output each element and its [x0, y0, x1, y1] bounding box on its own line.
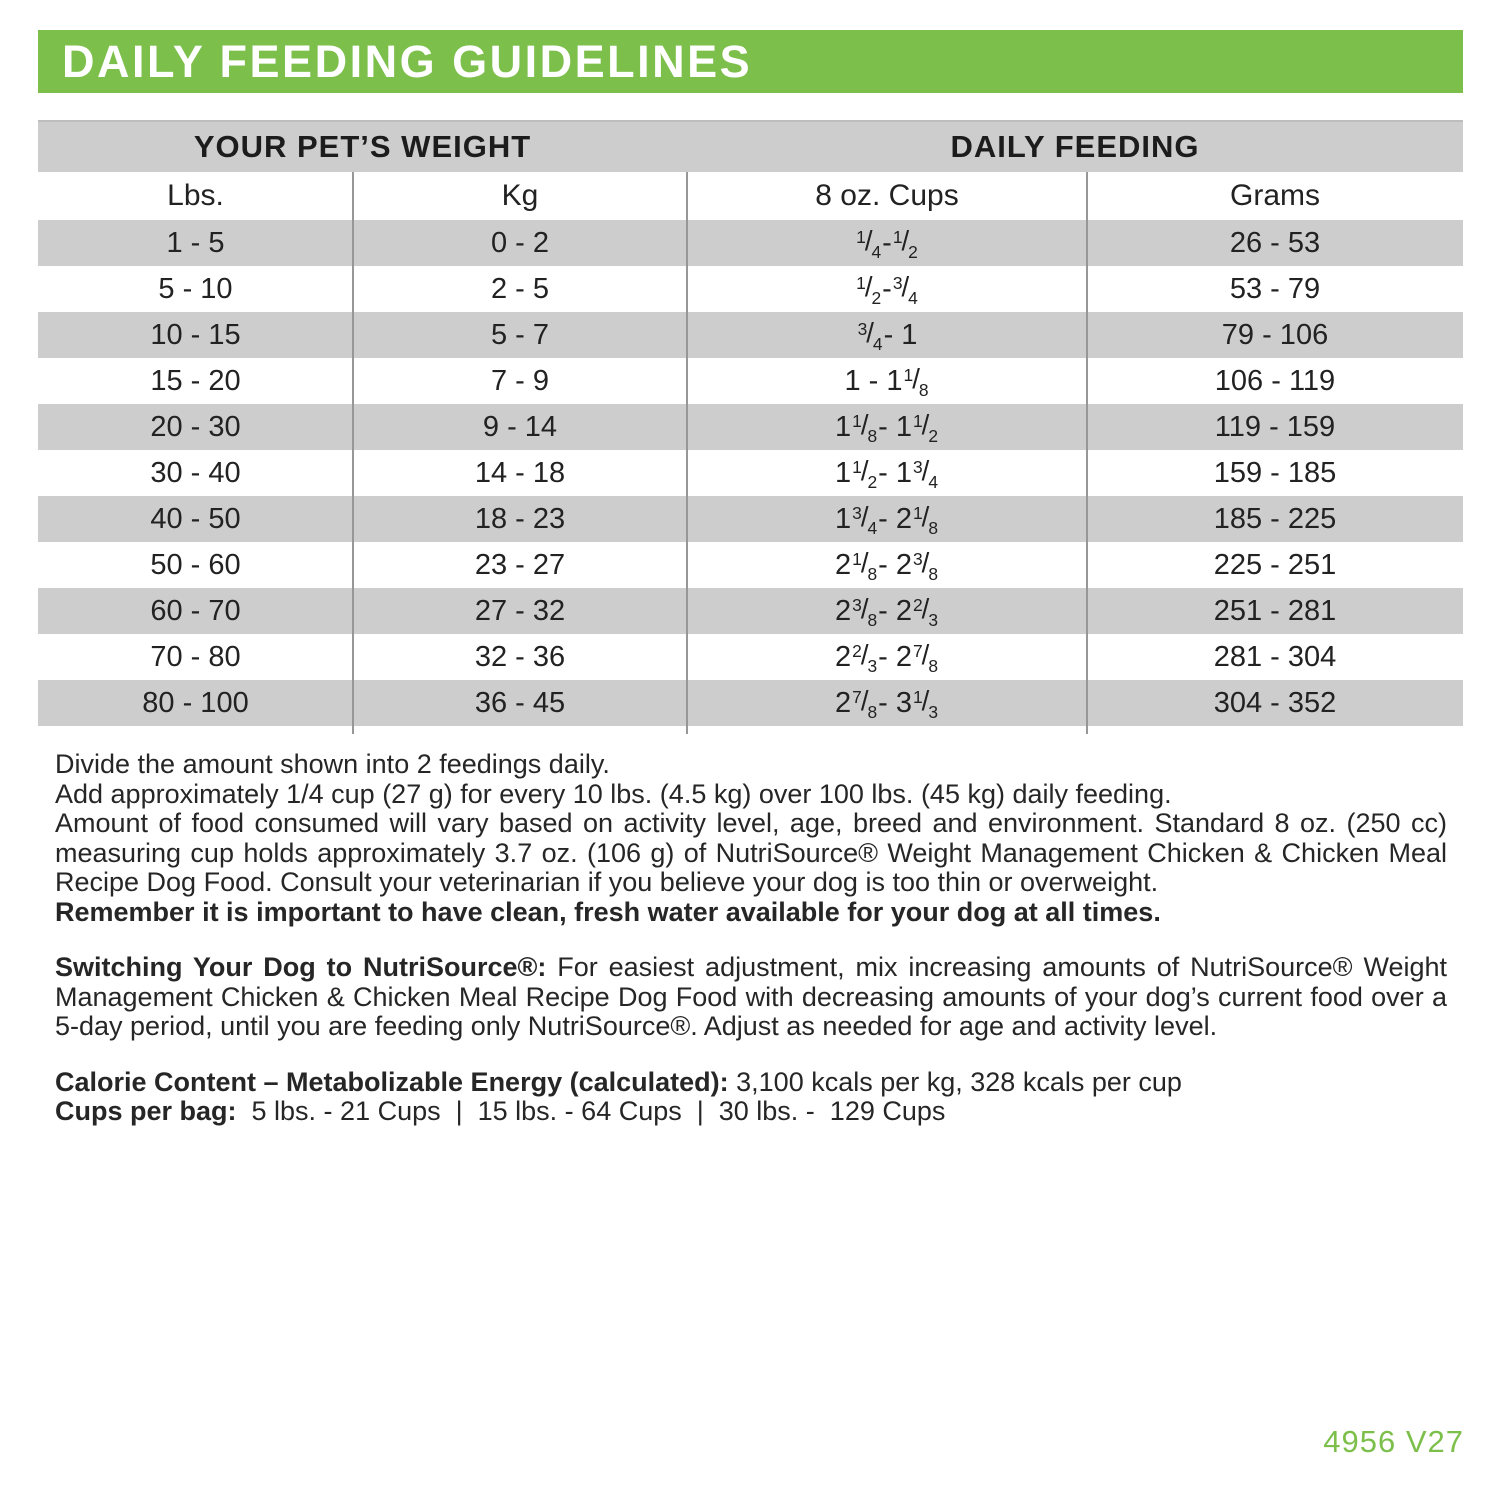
fraction: $^1/_4$	[856, 225, 882, 263]
cell-grams: 185 - 225	[1213, 502, 1337, 535]
cell-lbs: 15 - 20	[150, 364, 241, 397]
column-header-grams: Grams	[1230, 179, 1320, 212]
cell-cups: 1 $^3/_4$ - 2 $^1/_8$	[835, 501, 938, 539]
note-amount-varies: Amount of food consumed will vary based on activity level, age, breed and environment. Standard 8 oz. (250 cc) measuring cup holds approximately 3.7 oz. (106 g) of NutriSource® Weight Management Chicken & Chicken Meal Recipe Dog Food. Consult your veterinarian if you believe your dog is too thin or overweight.	[55, 808, 1447, 897]
table-group-header	[38, 120, 1463, 172]
table-row	[38, 404, 1463, 450]
cell-kg: 36 - 45	[474, 686, 566, 719]
notes-section	[55, 750, 1447, 1127]
fraction: $^1/_2$	[912, 409, 938, 447]
cell-cups: 2 $^7/_8$ - 3 $^1/_3$	[835, 685, 938, 723]
fraction: $^2/_3$	[852, 639, 878, 677]
switching-body: For easiest adjustment, mix increasing amounts of NutriSource® Weight Management Chicken & Chicken Meal Recipe Dog Food with decreasing amounts of your dog’s current food over a 5-day period, until you are feeding only NutriSource®. Adjust as needed for age and activity level.	[55, 952, 1447, 1041]
fraction: $^7/_8$	[852, 685, 878, 723]
table-column-header	[38, 172, 1463, 220]
fraction: $^1/_8$	[852, 409, 878, 447]
cell-kg: 9 - 14	[482, 410, 558, 443]
cell-lbs: 10 - 15	[150, 318, 241, 351]
cell-lbs: 1 - 5	[166, 226, 225, 259]
note-add-quarter-cup: Add approximately 1/4 cup (27 g) for every 10 lbs. (4.5 kg) over 100 lbs. (45 kg) daily feeding.	[55, 778, 1172, 809]
title-banner	[38, 30, 1463, 93]
cell-lbs: 5 - 10	[158, 272, 233, 305]
page-title: DAILY FEEDING GUIDELINES	[62, 36, 753, 87]
cell-lbs: 30 - 40	[150, 456, 241, 489]
cell-grams: 79 - 106	[1221, 318, 1329, 351]
fraction: $^3/_8$	[852, 593, 878, 631]
note-fresh-water: Remember it is important to have clean, fresh water available for your dog at all times.	[55, 896, 1161, 927]
group-header-daily-feeding: DAILY FEEDING	[950, 129, 1200, 164]
note-divide-feedings: Divide the amount shown into 2 feedings daily.	[55, 749, 610, 779]
cell-grams: 119 - 159	[1214, 410, 1336, 443]
table-row	[38, 496, 1463, 542]
cell-grams: 26 - 53	[1229, 226, 1321, 259]
cell-kg: 2 - 5	[490, 272, 550, 305]
table-row	[38, 312, 1463, 358]
spacer	[55, 927, 1447, 953]
fraction: $^7/_8$	[912, 639, 938, 677]
fraction: $^1/_3$	[912, 685, 938, 723]
fraction: $^3/_8$	[912, 547, 938, 585]
cell-grams: 159 - 185	[1213, 456, 1337, 489]
fraction: $^1/_2$	[856, 271, 882, 309]
cell-cups: 2 $^3/_8$ - 2 $^2/_3$	[835, 593, 938, 631]
column-divider	[1086, 172, 1088, 734]
switching-lead: Switching Your Dog to NutriSource®:	[55, 952, 547, 982]
switching-paragraph	[55, 953, 1447, 1042]
cell-kg: 7 - 9	[490, 364, 550, 397]
cell-cups: 2 $^1/_8$ - 2 $^3/_8$	[835, 547, 938, 585]
cell-kg: 27 - 32	[474, 594, 566, 627]
feeding-table	[38, 120, 1463, 726]
calorie-lead: Calorie Content – Metabolizable Energy (calculated):	[55, 1066, 729, 1097]
cell-kg: 0 - 2	[490, 226, 550, 259]
fraction: $^1/_8$	[852, 547, 878, 585]
cell-cups: $^1/_4$ - $^1/_2$	[856, 225, 918, 263]
cell-lbs: 80 - 100	[142, 686, 249, 719]
table-row	[38, 588, 1463, 634]
column-header-lbs: Lbs.	[167, 179, 224, 212]
cups-per-bag-lead: Cups per bag:	[55, 1096, 237, 1126]
calorie-content-line	[55, 1068, 1447, 1098]
table-row	[38, 358, 1463, 404]
cell-cups: 1 $^1/_2$ - 1 $^3/_4$	[835, 455, 938, 493]
cell-lbs: 50 - 60	[150, 548, 241, 581]
cell-kg: 23 - 27	[474, 548, 566, 581]
fraction: $^1/_2$	[892, 225, 918, 263]
spacer	[55, 1042, 1447, 1068]
cell-grams: 281 - 304	[1213, 640, 1337, 673]
fraction: $^3/_4$	[912, 455, 938, 493]
cell-grams: 304 - 352	[1213, 686, 1337, 719]
table-row	[38, 634, 1463, 680]
cups-per-bag-body: 5 lbs. - 21 Cups | 15 lbs. - 64 Cups | 30 lbs. - 129 Cups	[236, 1096, 946, 1126]
fraction: $^2/_3$	[912, 593, 938, 631]
fraction: $^3/_4$	[892, 271, 918, 309]
cell-cups: $^3/_4$ - 1	[857, 317, 918, 355]
table-row	[38, 542, 1463, 588]
cell-lbs: 40 - 50	[150, 502, 241, 535]
column-divider	[352, 172, 354, 734]
cell-kg: 5 - 7	[490, 318, 550, 351]
group-header-pet-weight: YOUR PET’S WEIGHT	[193, 129, 532, 164]
cell-grams: 53 - 79	[1229, 272, 1321, 305]
column-header-kg: Kg	[501, 179, 539, 212]
table-row	[38, 450, 1463, 496]
column-divider	[686, 172, 688, 734]
cell-cups: 2 $^2/_3$ - 2 $^7/_8$	[835, 639, 938, 677]
fraction: $^3/_4$	[857, 317, 883, 355]
table-row	[38, 680, 1463, 726]
cell-cups: 1 - 1 $^1/_8$	[844, 363, 929, 401]
calorie-body: 3,100 kcals per kg, 328 kcals per cup	[728, 1066, 1182, 1097]
cell-cups: $^1/_2$ - $^3/_4$	[856, 271, 918, 309]
fraction: $^3/_4$	[852, 501, 878, 539]
cell-grams: 251 - 281	[1213, 594, 1337, 627]
cell-grams: 106 - 119	[1214, 364, 1336, 397]
fraction: $^1/_8$	[912, 501, 938, 539]
table-row	[38, 266, 1463, 312]
table-body	[38, 220, 1463, 726]
cell-grams: 225 - 251	[1213, 548, 1337, 581]
cell-kg: 14 - 18	[474, 456, 566, 489]
product-code: 4956 V27	[1323, 1424, 1464, 1459]
table-row	[38, 220, 1463, 266]
fraction: $^1/_8$	[903, 363, 929, 401]
cell-lbs: 70 - 80	[150, 640, 241, 673]
fraction: $^1/_2$	[852, 455, 878, 493]
cell-kg: 18 - 23	[474, 502, 566, 535]
column-header-cups: 8 oz. Cups	[815, 179, 959, 212]
cups-per-bag-line	[55, 1097, 1447, 1127]
cell-kg: 32 - 36	[474, 640, 566, 673]
cell-cups: 1 $^1/_8$ - 1 $^1/_2$	[835, 409, 938, 447]
cell-lbs: 20 - 30	[150, 410, 241, 443]
cell-lbs: 60 - 70	[150, 594, 241, 627]
